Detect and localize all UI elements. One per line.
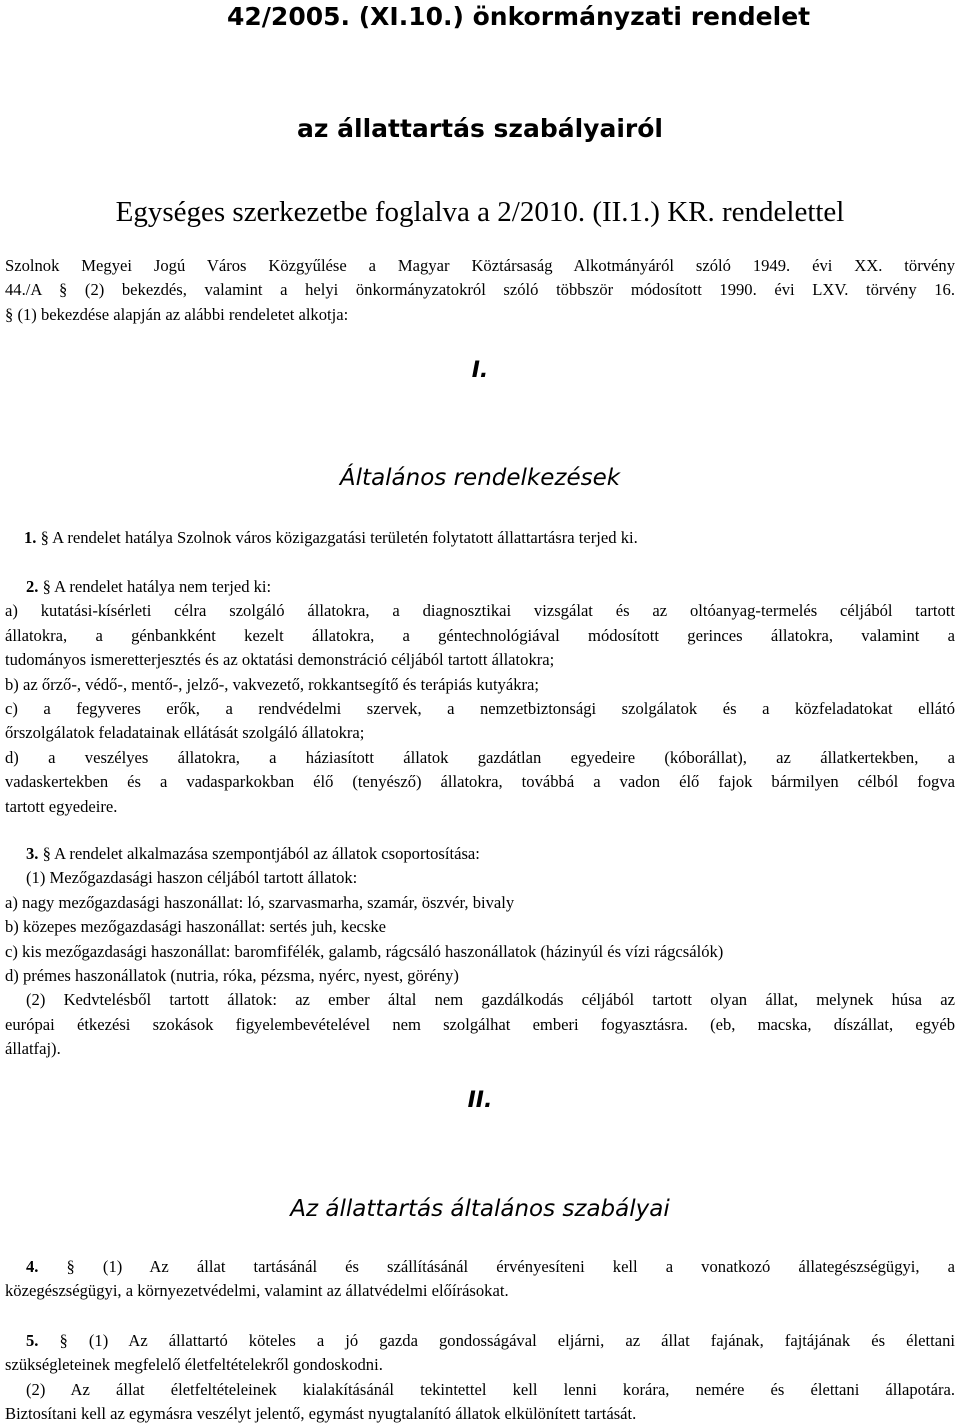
section-text: Biztosítani kell az egymásra veszélyt jelentő, egymást nyugtalanító állatok elkülönített tartását. [5, 1404, 637, 1424]
document-subtitle: az állattartás szabályairól [297, 114, 663, 143]
section-text: § (1) Az állattartó köteles a jó gazda gondosságával eljárni, az állat fajának, fajtájának és élettani [59, 1331, 955, 1350]
section-number: 3. [26, 844, 39, 863]
preamble-line: Szolnok Megyei Jogú Város Közgyűlése a Magyar Köztársaság Alkotmányáról szóló 1949. évi XX. törvény [5, 256, 955, 275]
list-item: tartott egyedeire. [5, 796, 118, 816]
section-5 [5, 1329, 955, 1427]
chapter-number: I. [471, 358, 489, 383]
list-item: d) a veszélyes állatokra, a háziasított állatok gazdátlan egyedeire (kóborállat), az állatkertekben, a [5, 747, 955, 767]
preamble-line: § (1) bekezdése alapján az alábbi rendeletet alkotja: [5, 304, 349, 324]
list-item: (1) Mezőgazdasági haszon céljából tartott állatok: [26, 868, 358, 888]
section-number: 5. [26, 1331, 39, 1350]
section-text: közegészségügyi, a környezetvédelmi, valamint az állatvédelmi előírásokat. [5, 1281, 509, 1301]
list-item: őrszolgálatok feladatainak ellátását szolgáló állatokra; [5, 723, 365, 743]
section-text: (2) Az állat életfeltételeinek kialakításánál tekintettel kell lenni korára, nemére és élettani állapotára. [26, 1379, 955, 1399]
list-item: állatokra, a génbankként kezelt állatokra, a géntechnológiával módosított gerinces állatokra, valamint a [5, 625, 955, 645]
document-title: 42/2005. (XI.10.) önkormányzati rendelet [227, 2, 811, 31]
list-item: c) a fegyveres erők, a rendvédelmi szervek, a nemzetbiztonsági szolgálatok és a közfeladatokat ellátó [5, 699, 955, 719]
list-item: b) az őrző-, védő-, mentő-, jelző-, vakvezető, rokkantsegítő és terápiás kutyákra; [5, 674, 540, 694]
list-item: b) közepes mezőgazdasági haszonállat: sertés juh, kecske [5, 917, 387, 937]
section-number: 2. [26, 577, 39, 596]
section-text: § A rendelet hatálya nem terjed ki: [42, 577, 272, 596]
preamble-line: 44./A § (2) bekezdés, valamint a helyi önkormányzatokról szóló többször módosított 1990. évi LXV. törvény 16. [5, 280, 955, 300]
section-text: § A rendelet hatálya Szolnok város közigazgatási területén folytatott állattartásra terjed ki. [40, 528, 638, 547]
chapter-title: Az állattartás általános szabályai [290, 1196, 670, 1222]
consolidation-note: Egységes szerkezetbe foglalva a 2/2010. (II.1.) KR. rendelettel [115, 196, 845, 228]
section-3 [5, 842, 955, 1062]
list-item: európai étkezési szokások figyelembevételével nem szolgálhat emberi fogyasztásra. (eb, macska, díszállat, egyéb [5, 1014, 955, 1034]
chapter-title: Általános rendelkezések [339, 465, 621, 491]
list-item: vadaskertekben és a vadasparkokban élő (tenyésző) állatokra, továbbá a vadon élő fajok bármilyen célból fogva [5, 772, 955, 792]
section-number: 4. [26, 1257, 39, 1276]
section-1 [24, 526, 955, 550]
section-4 [5, 1255, 955, 1304]
section-text: szükségleteinek megfelelő életfeltételekről gondoskodni. [5, 1355, 383, 1375]
list-item: c) kis mezőgazdasági haszonállat: baromfifélék, galamb, rágcsáló haszonállatok (házinyúl és vízi rágcsálók) [5, 941, 724, 961]
list-item: d) prémes haszonállatok (nutria, róka, pézsma, nyérc, nyest, görény) [5, 966, 459, 986]
chapter-number: II. [467, 1088, 493, 1113]
list-item: tudományos ismeretterjesztés és az oktatási demonstráció céljából tartott állatokra; [5, 650, 555, 670]
section-2 [5, 575, 955, 819]
list-item: a) kutatási-kísérleti célra szolgáló állatokra, a diagnosztikai vizsgálat és az oltóanyag-termelés céljából tartott [5, 601, 955, 621]
section-text: § (1) Az állat tartásánál és szállításánál érvényesíteni kell a vonatkozó állategészségügyi, a [66, 1257, 956, 1276]
section-text: § A rendelet alkalmazása szempontjából az állatok csoportosítása: [42, 844, 480, 863]
list-item: (2) Kedvtelésből tartott állatok: az ember által nem gazdálkodás céljából tartott olyan állat, melynek húsa az [26, 990, 955, 1010]
section-number: 1. [24, 528, 37, 547]
list-item: a) nagy mezőgazdasági haszonállat: ló, szarvasmarha, szamár, öszvér, bivaly [5, 892, 515, 912]
list-item: állatfaj). [5, 1039, 61, 1059]
